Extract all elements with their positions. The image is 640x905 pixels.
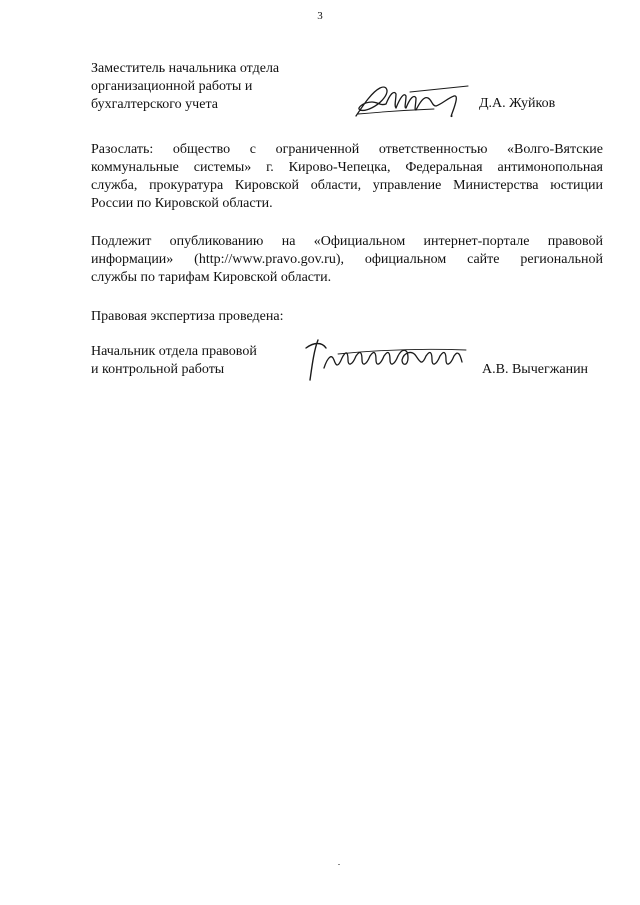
signatory1-title-line: бухгалтерского учета — [91, 97, 218, 112]
legal-review-note — [91, 308, 283, 326]
signatory2-title — [91, 343, 257, 379]
signature-zhuikov — [350, 82, 475, 122]
signatory1-title-line: Заместитель начальника отдела — [91, 61, 280, 76]
publication-line: Подлежит опубликованию на «Официальном интернет-портале правовой — [91, 234, 603, 249]
publication-line: службы по тарифам Кировской области. — [91, 270, 332, 285]
signatory2-title-line: и контрольной работы — [91, 362, 225, 377]
distribution-line: коммунальные системы» г. Кирово-Чепецка, Федеральная антимонопольная — [91, 160, 603, 175]
publication-paragraph — [91, 233, 603, 287]
legal-review-text: Правовая экспертиза проведена: — [91, 309, 284, 324]
signature-vychegzhanin — [298, 336, 473, 382]
page-number: 3 — [317, 10, 323, 22]
distribution-line: России по Кировской области. — [91, 196, 273, 211]
signatory1-title — [91, 60, 279, 114]
scan-speck — [338, 864, 340, 865]
signatory1-name: Д.А. Жуйков — [479, 96, 556, 111]
signatory1-title-line: организационной работы и — [91, 79, 253, 94]
distribution-line: служба, прокуратура Кировской области, управление Министерства юстиции — [91, 178, 603, 193]
signatory2-title-line: Начальник отдела правовой — [91, 344, 257, 359]
signatory2-name: А.В. Вычегжанин — [482, 362, 589, 377]
distribution-paragraph — [91, 141, 603, 213]
distribution-line: Разослать: общество с ограниченной ответственностью «Волго-Вятские — [91, 142, 603, 157]
publication-line: информации» (http://www.pravo.gov.ru), официальном сайте региональной — [91, 252, 603, 267]
